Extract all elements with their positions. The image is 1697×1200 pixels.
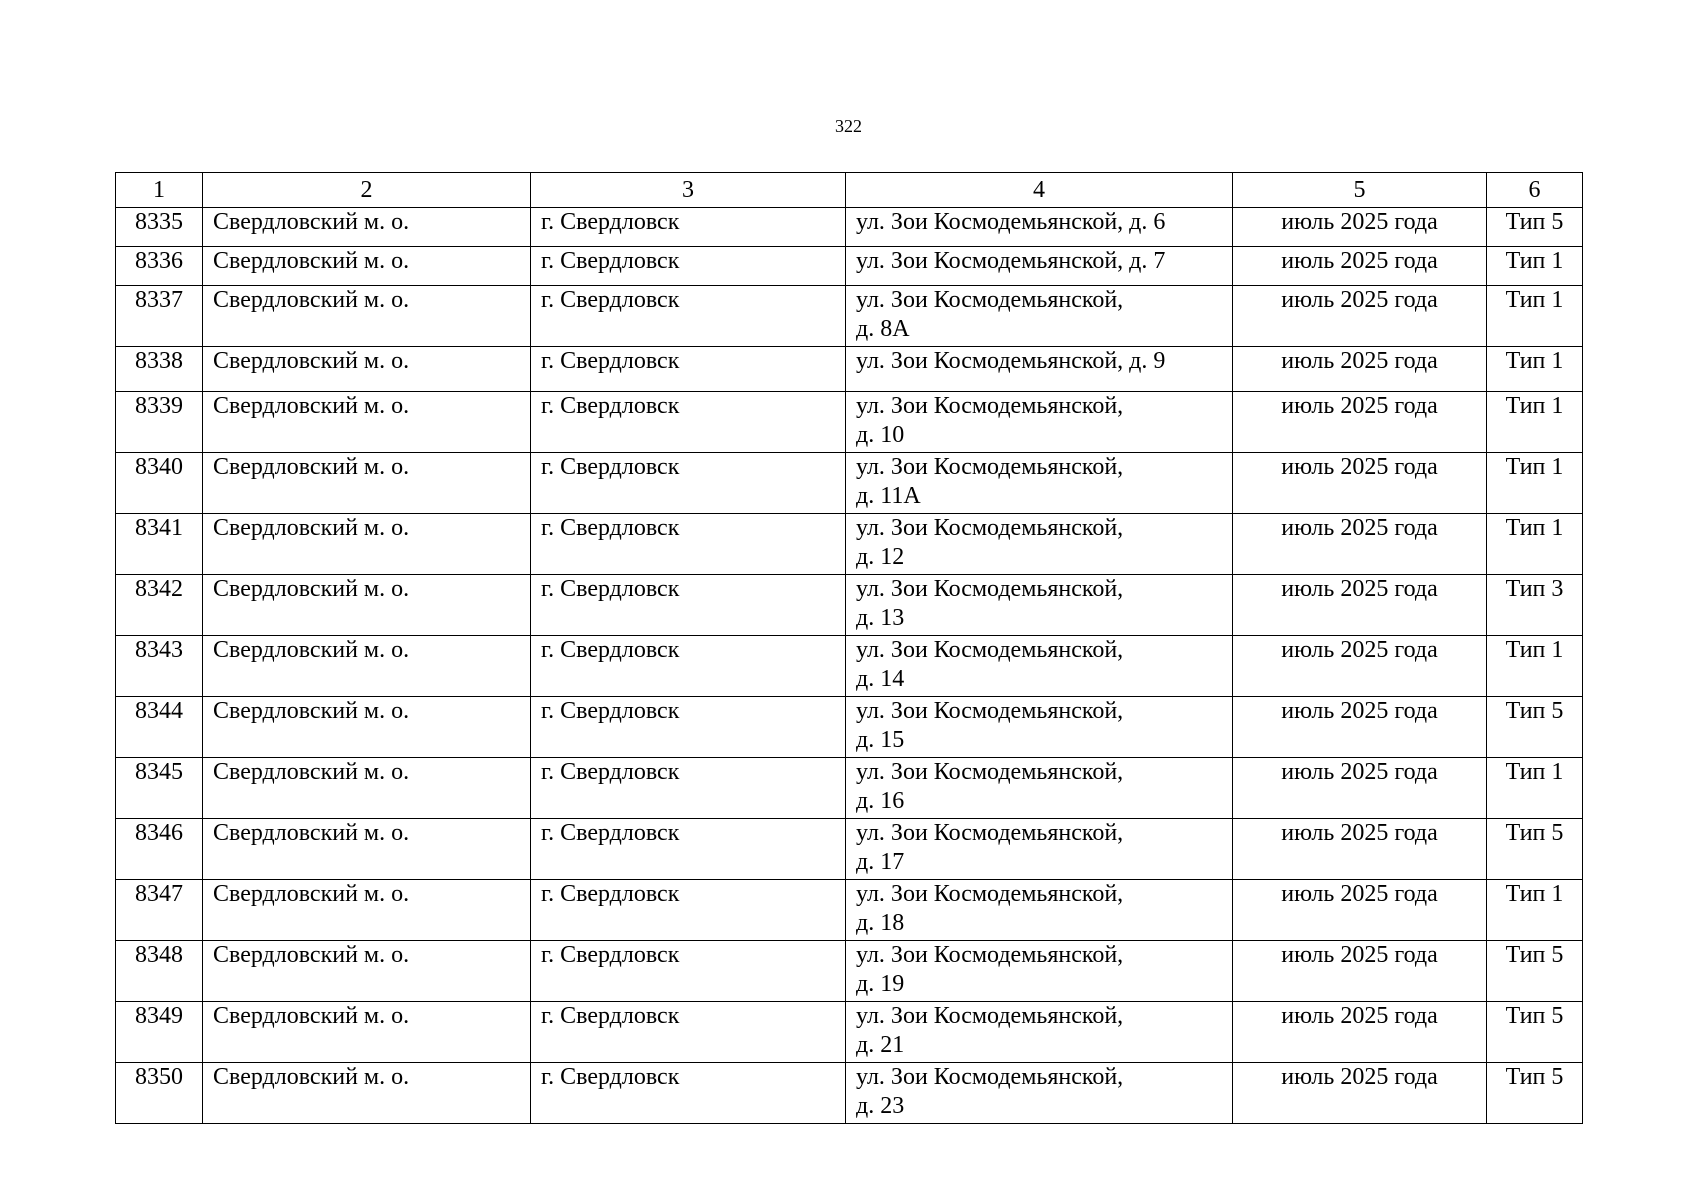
type-cell: Тип 5 — [1487, 819, 1583, 880]
address-line-2: д. 17 — [856, 849, 905, 875]
table-row — [116, 636, 1583, 697]
district-cell: Свердловский м. о. — [203, 514, 531, 575]
address-line: ул. Зои Космодемьянской, — [856, 759, 1124, 785]
date-cell: июль 2025 года — [1233, 208, 1487, 247]
date-cell: июль 2025 года — [1233, 880, 1487, 941]
date-cell: июль 2025 года — [1233, 941, 1487, 1002]
district-cell: Свердловский м. о. — [203, 819, 531, 880]
row-number: 8340 — [116, 453, 203, 514]
date-cell: июль 2025 года — [1233, 697, 1487, 758]
city-cell: г. Свердловск — [531, 941, 846, 1002]
table-row — [116, 247, 1583, 286]
address-line-2: д. 19 — [856, 971, 905, 997]
address-line-2: д. 10 — [856, 422, 905, 448]
table-row — [116, 880, 1583, 941]
header-col-3: 3 — [531, 173, 846, 208]
address-cell — [846, 636, 1233, 697]
row-number: 8347 — [116, 880, 203, 941]
row-number: 8348 — [116, 941, 203, 1002]
table-row — [116, 347, 1583, 392]
date-cell: июль 2025 года — [1233, 819, 1487, 880]
date-cell: июль 2025 года — [1233, 1063, 1487, 1124]
address-cell — [846, 819, 1233, 880]
address-cell — [846, 247, 1233, 286]
type-cell: Тип 5 — [1487, 1002, 1583, 1063]
address-cell — [846, 453, 1233, 514]
city-cell: г. Свердловск — [531, 347, 846, 392]
city-cell: г. Свердловск — [531, 208, 846, 247]
district-cell: Свердловский м. о. — [203, 392, 531, 453]
header-col-2: 2 — [203, 173, 531, 208]
table-row — [116, 758, 1583, 819]
date-cell: июль 2025 года — [1233, 247, 1487, 286]
city-cell: г. Свердловск — [531, 758, 846, 819]
district-cell: Свердловский м. о. — [203, 575, 531, 636]
date-cell: июль 2025 года — [1233, 392, 1487, 453]
row-number: 8335 — [116, 208, 203, 247]
header-col-6: 6 — [1487, 173, 1583, 208]
address-cell — [846, 697, 1233, 758]
date-cell: июль 2025 года — [1233, 575, 1487, 636]
table-row — [116, 697, 1583, 758]
type-cell: Тип 1 — [1487, 636, 1583, 697]
address-line-2: д. 8А — [856, 316, 910, 342]
date-cell: июль 2025 года — [1233, 347, 1487, 392]
type-cell: Тип 5 — [1487, 941, 1583, 1002]
type-cell: Тип 1 — [1487, 880, 1583, 941]
district-cell: Свердловский м. о. — [203, 941, 531, 1002]
address-line: ул. Зои Космодемьянской, — [856, 637, 1124, 663]
district-cell: Свердловский м. о. — [203, 247, 531, 286]
type-cell: Тип 1 — [1487, 286, 1583, 347]
type-cell: Тип 3 — [1487, 575, 1583, 636]
type-cell: Тип 1 — [1487, 514, 1583, 575]
table-row — [116, 941, 1583, 1002]
district-cell: Свердловский м. о. — [203, 636, 531, 697]
address-line: ул. Зои Космодемьянской, — [856, 698, 1124, 724]
type-cell: Тип 1 — [1487, 347, 1583, 392]
row-number: 8336 — [116, 247, 203, 286]
address-line-2: д. 23 — [856, 1093, 905, 1119]
row-number: 8344 — [116, 697, 203, 758]
district-cell: Свердловский м. о. — [203, 1002, 531, 1063]
table-row — [116, 819, 1583, 880]
type-cell: Тип 5 — [1487, 208, 1583, 247]
address-line: ул. Зои Космодемьянской, — [856, 454, 1124, 480]
registry-table — [115, 172, 1583, 1124]
address-cell — [846, 880, 1233, 941]
district-cell: Свердловский м. о. — [203, 697, 531, 758]
address-line-2: д. 14 — [856, 666, 905, 692]
city-cell: г. Свердловск — [531, 697, 846, 758]
date-cell: июль 2025 года — [1233, 758, 1487, 819]
address-cell — [846, 514, 1233, 575]
address-line: ул. Зои Космодемьянской, — [856, 1003, 1124, 1029]
city-cell: г. Свердловск — [531, 453, 846, 514]
table-row — [116, 208, 1583, 247]
type-cell: Тип 5 — [1487, 1063, 1583, 1124]
type-cell: Тип 1 — [1487, 453, 1583, 514]
table-row — [116, 392, 1583, 453]
header-col-1: 1 — [116, 173, 203, 208]
address-line-2: д. 21 — [856, 1032, 905, 1058]
header-col-4: 4 — [846, 173, 1233, 208]
address-line-2: д. 13 — [856, 605, 905, 631]
header-row — [116, 173, 1583, 208]
city-cell: г. Свердловск — [531, 880, 846, 941]
district-cell: Свердловский м. о. — [203, 208, 531, 247]
address-line: ул. Зои Космодемьянской, д. 9 — [856, 348, 1166, 374]
address-line: ул. Зои Космодемьянской, д. 7 — [856, 248, 1166, 274]
table-row — [116, 514, 1583, 575]
row-number: 8349 — [116, 1002, 203, 1063]
address-line: ул. Зои Космодемьянской, — [856, 1064, 1124, 1090]
district-cell: Свердловский м. о. — [203, 1063, 531, 1124]
address-line: ул. Зои Космодемьянской, — [856, 287, 1124, 313]
address-cell — [846, 347, 1233, 392]
address-line: ул. Зои Космодемьянской, — [856, 515, 1124, 541]
address-line: ул. Зои Космодемьянской, д. 6 — [856, 209, 1166, 235]
address-cell — [846, 941, 1233, 1002]
city-cell: г. Свердловск — [531, 575, 846, 636]
row-number: 8341 — [116, 514, 203, 575]
address-line-2: д. 15 — [856, 727, 905, 753]
city-cell: г. Свердловск — [531, 1063, 846, 1124]
address-line: ул. Зои Космодемьянской, — [856, 393, 1124, 419]
type-cell: Тип 1 — [1487, 758, 1583, 819]
row-number: 8337 — [116, 286, 203, 347]
table-row — [116, 1063, 1583, 1124]
district-cell: Свердловский м. о. — [203, 286, 531, 347]
district-cell: Свердловский м. о. — [203, 347, 531, 392]
address-cell — [846, 758, 1233, 819]
table-row — [116, 286, 1583, 347]
address-line-2: д. 18 — [856, 910, 905, 936]
address-line: ул. Зои Космодемьянской, — [856, 881, 1124, 907]
city-cell: г. Свердловск — [531, 392, 846, 453]
table-row — [116, 453, 1583, 514]
address-cell — [846, 575, 1233, 636]
address-line: ул. Зои Космодемьянской, — [856, 820, 1124, 846]
district-cell: Свердловский м. о. — [203, 453, 531, 514]
table-row — [116, 575, 1583, 636]
type-cell: Тип 1 — [1487, 247, 1583, 286]
address-line: ул. Зои Космодемьянской, — [856, 576, 1124, 602]
row-number: 8346 — [116, 819, 203, 880]
address-cell — [846, 1063, 1233, 1124]
page-number: 322 — [835, 116, 862, 136]
city-cell: г. Свердловск — [531, 514, 846, 575]
header-col-5: 5 — [1233, 173, 1487, 208]
address-cell — [846, 392, 1233, 453]
date-cell: июль 2025 года — [1233, 514, 1487, 575]
city-cell: г. Свердловск — [531, 636, 846, 697]
row-number: 8339 — [116, 392, 203, 453]
date-cell: июль 2025 года — [1233, 1002, 1487, 1063]
row-number: 8342 — [116, 575, 203, 636]
type-cell: Тип 1 — [1487, 392, 1583, 453]
city-cell: г. Свердловск — [531, 819, 846, 880]
address-line-2: д. 11А — [856, 483, 921, 509]
row-number: 8350 — [116, 1063, 203, 1124]
date-cell: июль 2025 года — [1233, 286, 1487, 347]
address-line-2: д. 12 — [856, 544, 905, 570]
row-number: 8343 — [116, 636, 203, 697]
date-cell: июль 2025 года — [1233, 636, 1487, 697]
city-cell: г. Свердловск — [531, 286, 846, 347]
address-cell — [846, 208, 1233, 247]
address-cell — [846, 1002, 1233, 1063]
row-number: 8345 — [116, 758, 203, 819]
district-cell: Свердловский м. о. — [203, 758, 531, 819]
date-cell: июль 2025 года — [1233, 453, 1487, 514]
type-cell: Тип 5 — [1487, 697, 1583, 758]
city-cell: г. Свердловск — [531, 1002, 846, 1063]
row-number: 8338 — [116, 347, 203, 392]
city-cell: г. Свердловск — [531, 247, 846, 286]
address-line-2: д. 16 — [856, 788, 905, 814]
table-row — [116, 1002, 1583, 1063]
address-cell — [846, 286, 1233, 347]
address-line: ул. Зои Космодемьянской, — [856, 942, 1124, 968]
district-cell: Свердловский м. о. — [203, 880, 531, 941]
